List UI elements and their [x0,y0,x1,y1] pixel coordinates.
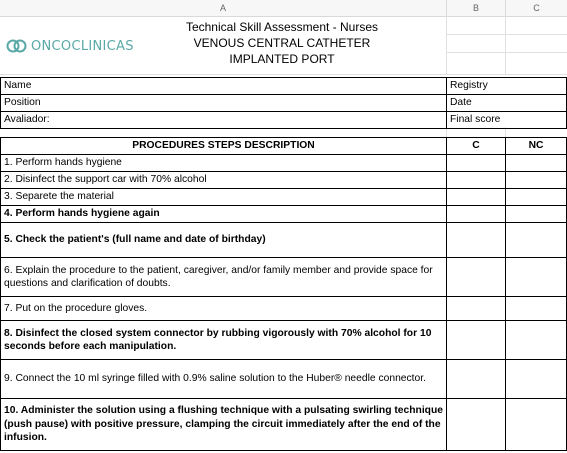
step-nc-cell[interactable] [506,360,567,399]
name-field[interactable]: Name [1,78,447,95]
logo-text: ONCOCLINICAS [31,38,134,54]
column-header-b[interactable]: B [472,3,479,13]
step-c-cell[interactable] [447,297,506,321]
step-c-cell[interactable] [447,360,506,399]
procedure-step-row [1,206,567,223]
step-nc-cell[interactable] [506,206,567,223]
step-description: 5. Check the patient's (full name and date of birthday) [1,223,447,258]
oncoclinicas-logo [6,38,134,54]
info-row [1,78,567,95]
step-description: 4. Perform hands hygiene again [1,206,447,223]
logo-mark-icon [6,38,28,54]
position-field[interactable]: Position [1,95,447,112]
procedure-step-row [1,297,567,321]
step-c-cell[interactable] [447,223,506,258]
step-description: 9. Connect the 10 ml syringe filled with 0.9% saline solution to the Huber® needle connector. [1,360,447,399]
procedure-step-row [1,172,567,189]
evaluator-field[interactable]: Avaliador: [1,112,447,129]
identification-table [0,77,567,129]
step-nc-cell[interactable] [506,155,567,172]
step-description: 6. Explain the procedure to the patient, caregiver, and/or family member and provide space for questions and clarification of doubts. [1,258,447,297]
step-description: 1. Perform hands hygiene [1,155,447,172]
step-nc-cell[interactable] [506,258,567,297]
step-description: 8. Disinfect the closed system connector by rubbing vigorously with 70% alcohol for 10 seconds before each manipulation. [1,321,447,360]
step-nc-cell[interactable] [506,189,567,206]
step-nc-cell[interactable] [506,223,567,258]
non-compliant-column-header: NC [506,138,567,155]
step-c-cell[interactable] [447,206,506,223]
step-description: 3. Separete the material [1,189,447,206]
step-c-cell[interactable] [447,172,506,189]
procedure-step-row [1,360,567,399]
title-block [118,19,446,67]
procedure-step-row [1,321,567,360]
procedure-step-row [1,155,567,172]
step-nc-cell[interactable] [506,297,567,321]
procedure-step-row [1,223,567,258]
step-nc-cell[interactable] [506,399,567,451]
registry-field[interactable]: Registry [447,78,567,95]
step-c-cell[interactable] [447,321,506,360]
procedure-step-row [1,189,567,206]
spreadsheet-column-header-bar [0,0,567,17]
step-description: 2. Disinfect the support car with 70% alcohol [1,172,447,189]
procedure-step-row [1,399,567,451]
procedures-description-header: PROCEDURES STEPS DESCRIPTION [1,138,447,155]
step-c-cell[interactable] [447,399,506,451]
info-row [1,112,567,129]
document-header [0,16,567,74]
document-subtitle-2: IMPLANTED PORT [229,52,335,66]
procedures-header-row [1,138,567,155]
step-nc-cell[interactable] [506,321,567,360]
step-c-cell[interactable] [447,155,506,172]
step-c-cell[interactable] [447,258,506,297]
procedure-step-row [1,258,567,297]
info-row [1,95,567,112]
step-c-cell[interactable] [447,189,506,206]
step-description: 10. Administer the solution using a flushing technique with a pulsating swirling technique (push pause) with positive pressure, clamping the circuit immediately after the end of the infusion. [1,399,447,451]
column-header-a[interactable]: A [219,3,226,13]
procedures-table [0,137,567,451]
step-description: 7. Put on the procedure gloves. [1,297,447,321]
final-score-field[interactable]: Final score [447,112,567,129]
document-title: Technical Skill Assessment - Nurses [185,20,379,34]
column-header-c[interactable]: C [533,3,540,13]
compliant-column-header: C [447,138,506,155]
step-nc-cell[interactable] [506,172,567,189]
document-subtitle-1: VENOUS CENTRAL CATHETER [193,36,371,50]
date-field[interactable]: Date [447,95,567,112]
